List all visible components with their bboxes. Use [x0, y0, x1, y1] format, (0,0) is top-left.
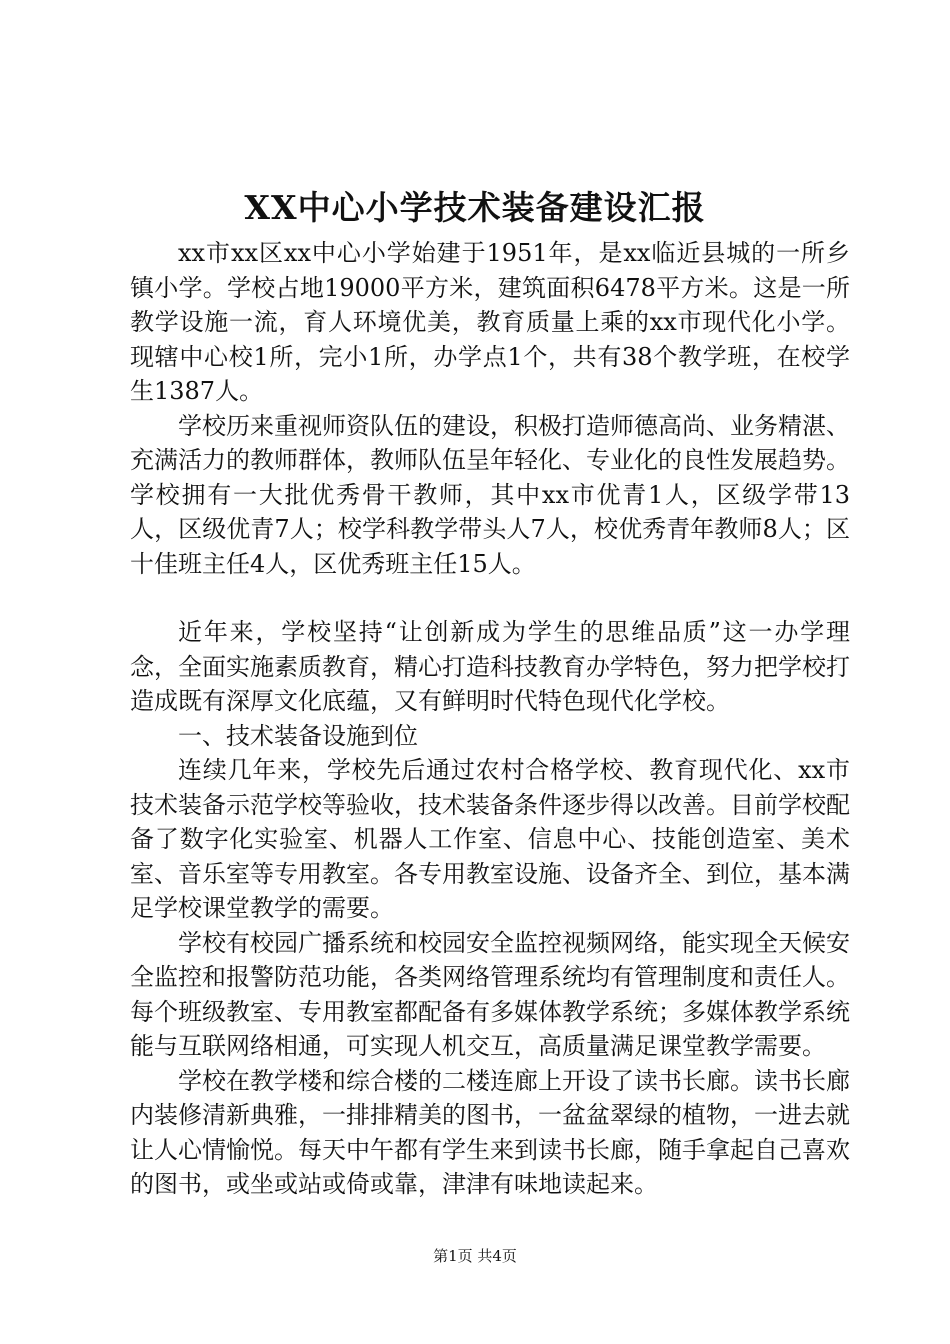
paragraph-equipment: 连续几年来，学校先后通过农村合格学校、教育现代化、xx市技术装备示范学校等验收，技术装备条件逐步得以改善。目前学校配备了数字化实验室、机器人工作室、信息中心、技能创造室、美术室、音乐室等专用教室。各专用教室设施、设备齐全、到位，基本满足学校课堂教学的需要。	[130, 756, 850, 922]
paragraph-intro: xx市xx区xx中心小学始建于1951年，是xx临近县城的一所乡镇小学。学校占地19000平方米，建筑面积6478平方米。这是一所教学设施一流，育人环境优美，教育质量上乘的xx市现代化小学。现辖中心校1所，完小1所，办学点1个，共有38个教学班，在校学生1387人。	[130, 239, 850, 405]
document-title: XX中心小学技术装备建设汇报	[244, 188, 706, 227]
paragraph-teachers: 学校历来重视师资队伍的建设，积极打造师德高尚、业务精湛、充满活力的教师群体，教师队伍呈年轻化、专业化的良性发展趋势。学校拥有一大批优秀骨干教师，其中xx市优青1人，区级学带13人，区级优青7人；校学科教学带头人7人，校优秀青年教师8人；区十佳班主任4人，区优秀班主任15人。	[130, 411, 850, 578]
paragraph-philosophy: 近年来，学校坚持“让创新成为学生的思维品质”这一办学理念，全面实施素质教育，精心打造科技教育办学特色，努力把学校打造成既有深厚文化底蕴，又有鲜明时代特色现代化学校。	[130, 618, 850, 715]
document-body	[130, 236, 850, 1202]
paragraph-network: 学校有校园广播系统和校园安全监控视频网络，能实现全天候安全监控和报警防范功能，各类网络管理系统均有管理制度和责任人。每个班级教室、专用教室都配备有多媒体教学系统；多媒体教学系统能与互联网络相通，可实现人机交互，高质量满足课堂教学需要。	[130, 928, 850, 1060]
section-heading: 一、技术装备设施到位	[178, 721, 418, 750]
paragraph-reading-corridor: 学校在教学楼和综合楼的二楼连廊上开设了读书长廊。读书长廊内装修清新典雅，一排排精美的图书，一盆盆翠绿的植物，一进去就让人心情愉悦。每天中午都有学生来到读书长廊，随手拿起自己喜欢的图书，或坐或站或倚或靠，津津有味地读起来。	[130, 1066, 850, 1198]
page-footer: 第1页 共4页	[433, 1247, 517, 1265]
